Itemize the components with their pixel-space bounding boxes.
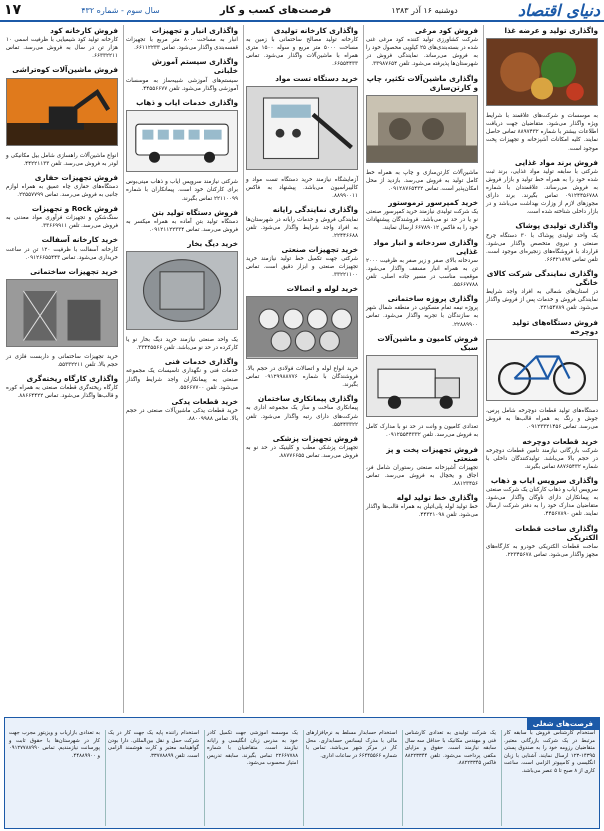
article-title: فروش کامیون و ماشین‌آلات سبک bbox=[377, 333, 478, 352]
article-title: واگذاری نمایندگی رایانه bbox=[272, 205, 358, 215]
article bbox=[6, 26, 118, 60]
article bbox=[366, 74, 478, 194]
article-body: ساخت قطعات الکتریکی خودرو به کارگاه‌های مجهز واگذار می‌شود. تماس ۲۲۳۴۵۶۷۸. bbox=[486, 543, 598, 558]
article-body: انواع ماشین‌آلات راهسازی شامل بیل مکانیکی و لودر به فروش می‌رسد. تلفن ۴۴۲۲۱۱۳۳. bbox=[6, 152, 118, 167]
article-body: شرکت کشاورزی تولید کننده کود مرغی غنی شده در بسته‌بندی‌های ۲۵ کیلویی محصول خود را به فروش می‌رساند. نمایندگی فروش در شهرستان‌ها پذیرفته می‌شود. تلفن ۳۳۹۸۷۶۵۴. bbox=[366, 37, 478, 68]
article bbox=[486, 269, 598, 313]
article bbox=[126, 57, 238, 92]
food-photo bbox=[486, 36, 598, 112]
article-body: سردخانه بالای صفر و زیر صفر به ظرفیت ۲۰۰۰ تن به همراه انبار مسقف واگذار می‌شود. موقعیت مناسب در مسیر جاده اصلی. تلفن ۵۵۶۶۷۷۸۸. bbox=[366, 257, 478, 289]
article-title: فروش Rock و تجهیزات bbox=[31, 204, 118, 214]
column-3 bbox=[243, 25, 360, 713]
article bbox=[486, 437, 598, 471]
article-title: خرید قطعات یدکی bbox=[171, 396, 238, 406]
article-title: فروش کود مرغی bbox=[415, 26, 478, 35]
article-title: واگذاری تولیدی پوشاک bbox=[515, 221, 598, 231]
article-title: خرید لوله و اتصالات bbox=[286, 284, 358, 294]
article bbox=[246, 74, 358, 201]
article-title: خرید دیگ بخار bbox=[187, 239, 238, 249]
classified-column: استخدام حسابدار مسلط به نرم‌افزارهای مالی با مدرک لیسانس حسابداری. محل کار در مرکز شهر می‌باشد. تماس با شماره ۶۶۴۴۵۵۶۶ در ساعات اداری. bbox=[303, 730, 399, 826]
article-title: فروش تجهیزات پخت و پز صنعتی bbox=[386, 444, 478, 463]
article-body: ماشین‌آلات کارتن‌سازی و چاپ به همراه خط کامل تولید به فروش می‌رسد. بازدید از محل امکان‌پذیر است. تماس ۰۹۱۲۸۷۶۵۴۳۲. bbox=[366, 169, 478, 192]
article-title: خرید کمپرسور ترموستور bbox=[388, 198, 478, 208]
article-title: واگذاری سیستم آموزش خلبانی bbox=[151, 57, 238, 76]
article-body: تجهیزات پزشکی مطب و کلینیک در حد نو به فروش می‌رسد. تماس ۸۸۷۷۶۶۵۵. bbox=[246, 444, 358, 459]
article-title: واگذاری سرویس ایاب و ذهاب bbox=[490, 476, 598, 485]
article-title: خرید دستگاه تست مواد bbox=[275, 73, 358, 83]
article-title: خرید تجهیزات ساختمانی bbox=[30, 266, 118, 276]
article bbox=[126, 98, 238, 203]
article bbox=[246, 205, 358, 239]
article bbox=[6, 204, 118, 230]
article-title: واگذاری کارخانه تولیدی bbox=[273, 26, 358, 35]
article bbox=[366, 334, 478, 440]
article-body: انبار به مساحت ۸۰۰ متر مربع با تجهیزات قفسه‌بندی واگذار می‌شود. تماس ۶۶۱۱۲۲۳۳. bbox=[126, 37, 238, 52]
article bbox=[366, 198, 478, 232]
article bbox=[6, 267, 118, 369]
article-body: کارخانه تولید مصالح ساختمانی با زمین به مساحت ۵۰۰۰ متر مربع و سوله ۱۵۰۰ متری همراه با ماشین‌آلات واگذار می‌شود. تماس ۶۶۵۵۴۴۳۳. bbox=[246, 37, 358, 68]
article-body: دستگاه‌های تولید قطعات دوچرخه شامل پرس، جوش و رنگ به همراه قالب‌ها به فروش می‌رسد. تماس ۰۹۱۲۳۳۲۱۴۵۶. bbox=[486, 408, 598, 431]
article bbox=[486, 26, 598, 153]
classifieds-footer bbox=[4, 717, 600, 829]
article-title: واگذاری انبار و تجهیزات bbox=[151, 26, 238, 35]
article-body: پروژه نیمه تمام مسکونی در منطقه شمال شهر به سازندگان با تجربه واگذار می‌شود. تماس ۲۲۸۸۹۹۰۰. bbox=[366, 305, 478, 328]
article-title: واگذاری نمایندگی شرکت کالای خانگی bbox=[486, 268, 598, 288]
classifieds-columns bbox=[7, 730, 597, 826]
article-body: در استان‌های شمالی به افراد واجد شرایط نمایندگی فروش و خدمات پس از فروش واگذار می‌شود. تلفن ۲۲۱۵۴۷۸۹. bbox=[486, 289, 598, 312]
boiler-photo bbox=[126, 249, 238, 336]
article-title: فروش برند مواد غذایی bbox=[515, 157, 598, 167]
article-body: کارخانه آسفالت با ظرفیت ۱۲۰ تن در ساعت خریداری می‌شود. تماس ۰۹۱۲۶۶۵۵۴۴۳. bbox=[6, 246, 118, 261]
article-body: خط تولید لوله پلی‌اتیلن به همراه قالب‌ها واگذار می‌شود. تلفن ۴۴۳۲۱۰۹۸. bbox=[366, 504, 478, 519]
article-title: فروش دستگاه‌های تولید دوچرخه bbox=[512, 317, 598, 336]
article-title: واگذاری خط تولید لوله bbox=[396, 493, 478, 503]
article bbox=[486, 158, 598, 217]
article-title: خرید قطعات دوچرخه bbox=[522, 436, 598, 446]
article bbox=[486, 221, 598, 264]
article-body: دستگاه تولید بتن آماده به همراه میکسر به فروش می‌رسد. تماس ۰۹۱۲۱۱۲۲۳۳۴. bbox=[126, 218, 238, 233]
article-body: تجهیزات آشپزخانه صنعتی رستوران شامل فر، اجاق و یخچال به فروش می‌رسد. تماس ۸۸۱۲۳۴۵۶. bbox=[366, 464, 478, 487]
page-number: ۱۷ bbox=[4, 2, 22, 18]
article-title: واگذاری تولید و عرضه غذا bbox=[504, 26, 598, 35]
article-columns bbox=[4, 25, 600, 713]
article-title: واگذاری ماشین‌آلات تکثیر، چاپ و کارتن‌سازی bbox=[366, 73, 478, 92]
classified-column: به تعدادی بازاریاب و ویزیتور مجرب جهت کار در شهرستان‌ها با حقوق ثابت و پورسانت نیازمندیم. تماس ۰۹۱۲۷۷۸۸۹۹۰ و ۴۴۸۸۹۹۰۰. bbox=[9, 730, 100, 759]
article-body: تعدادی کامیون و وانت در حد نو با مدارک کامل به فروش می‌رسد. تلفن ۰۹۱۲۵۵۴۴۳۳۲. bbox=[366, 424, 478, 439]
article bbox=[366, 294, 478, 328]
article-body: آزمایشگاه نیازمند خرید دستگاه تست مواد و کالیبراسیون می‌باشد. پیشنهاد به فاکس ۸۸۹۹۰۰۱۱. bbox=[246, 177, 358, 200]
issue-date: دوشنبه ۱۶ آذر ۱۳۸۳ bbox=[391, 5, 458, 15]
article-title: واگذاری خدمات ایاب و ذهاب bbox=[136, 97, 238, 107]
article-body: سرویس ایاب و ذهاب کارکنان یک شرکت صنعتی به پیمانکاران دارای ناوگان واگذار می‌شود. متقاضیان مدارک خود را به دفتر شرکت ارسال نمایند. تلفن ۴۴۵۶۷۸۹۰. bbox=[485, 487, 598, 518]
article-body: کارگاه ریخته‌گری قطعات صنعتی به همراه کوره و قالب‌ها واگذار می‌شود. تماس ۸۸۶۶۴۴۲۲. bbox=[6, 385, 118, 400]
article-title: فروش دستگاه تولید بتن bbox=[151, 207, 238, 217]
article-title: فروش کارخانه کود bbox=[50, 26, 118, 35]
article-body: کارخانه تولید کود شیمیایی با ظرفیت اسمی ۱۰ هزار تن در سال به فروش می‌رسد. تماس ۶۶۳۳۲۲۱۱. bbox=[6, 37, 118, 60]
article-body: شرکتی نیازمند سرویس ایاب و ذهاب مینی‌بوس برای کارکنان خود است. پیمانکاران با شماره ۲۲۱۱۰۰۹۹ تماس بگیرند. bbox=[126, 179, 238, 202]
classified-column: یک شرکت تولیدی به تعدادی کارشناس فنی و مهندس مکانیک با حداقل سه سال سابقه نیازمند است. حقوق و مزایای مکفی پرداخت می‌شود. تلفن ۸۸۲۲۳۳۴۴ فاکس ۸۸۲۲۳۳۴۵. bbox=[402, 730, 498, 826]
article-title: فروش تجهیزات پزشکی bbox=[272, 433, 358, 443]
column-5 bbox=[4, 25, 120, 713]
article bbox=[126, 239, 238, 352]
classified-column: استخدام راننده پایه یک جهت کار در یک شرکت حمل و نقل بین‌المللی. دارا بودن گواهینامه معتبر و کارت هوشمند الزامی است. تلفن ۳۳۷۷۸۸۹۹. bbox=[105, 730, 201, 826]
article bbox=[366, 238, 478, 290]
article-title: فروش تجهیزات حفاری bbox=[34, 172, 118, 182]
article bbox=[366, 445, 478, 489]
article-body: خدمات فنی و نگهداری تاسیسات یک مجموعه صنعتی به پیمانکاران واجد شرایط واگذار می‌شود. تلفن ۵۵۶۶۷۷۰۰. bbox=[126, 368, 238, 391]
article-title: واگذاری سردخانه و انبار مواد غذایی bbox=[373, 237, 478, 256]
article bbox=[126, 397, 238, 423]
article bbox=[6, 374, 118, 400]
article-body: خرید تجهیزات ساختمانی و داربست فلزی در حجم بالا. تلفن ۵۵۳۳۲۲۱۱. bbox=[6, 353, 118, 368]
machine-photo bbox=[366, 93, 478, 169]
issue-number: سال سوم - شماره ۴۳۲ bbox=[81, 5, 160, 15]
classifieds-heading: فرصت‌های شغلی bbox=[527, 718, 599, 730]
article-body: شرکتی جهت تکمیل خط تولید نیازمند خرید تجهیزات صنعتی و ابزار دقیق است. تماس ۳۳۲۲۱۱۰۰. bbox=[246, 256, 358, 279]
article bbox=[6, 65, 118, 167]
article-title: خرید کارخانه آسفالت bbox=[41, 235, 118, 245]
masthead bbox=[0, 0, 604, 22]
article bbox=[246, 434, 358, 460]
article bbox=[246, 284, 358, 389]
article-body: به موسسات و شرکت‌های علاقمند با شرایط ویژه واگذار می‌شود. متقاضیان جهت دریافت اطلاعات بیشتر با شماره ۸۸۹۷۴۳۲ تماس حاصل نمایند. کلیه امکانات آشپزخانه و تجهیزات پخت موجود است. bbox=[486, 113, 598, 152]
construction-photo bbox=[6, 277, 118, 353]
article-body: یک واحد تولیدی پوشاک با ۳۰ دستگاه چرخ صنعتی و نیروی متخصص واگذار می‌شود. قرارداد با فروشگاه‌های زنجیره‌ای موجود است. تلفن تماس ۶۶۴۲۱۸۹۷. bbox=[486, 232, 598, 263]
article-body: شرکت بازرگانی نیازمند تامین قطعات دوچرخه در حجم بالا می‌باشد. تولیدکنندگان داخلی با شماره ۸۸۷۶۵۴۳۲ تماس بگیرند. bbox=[486, 447, 598, 470]
article-body: سیستم‌های آموزشی شبیه‌ساز به موسسات آموزشی واگذار می‌شود. تلفن ۴۴۵۵۶۶۷۷. bbox=[126, 77, 238, 92]
article-body: شرکتی با سابقه تولید مواد غذایی، برند ثبت شده خود را به همراه خط تولید و بازار فروش به فروش می‌رساند. علاقمندان با شماره ۰۹۱۲۴۴۵۶۷۸۸ تماس بگیرند. برند دارای مجوزهای لازم از وزارت بهداشت می‌باشد و در بازار داخلی شناخته شده است. bbox=[486, 168, 598, 216]
article-body: یک شرکت تولیدی نیازمند خرید کمپرسور صنعتی نو یا در حد نو می‌باشد. فروشندگان پیشنهادات خود را به فاکس ۶۶۷۸۹۰۱۲ ارسال نمایند. bbox=[366, 209, 478, 232]
article-body: دستگاه‌های حفاری چاه عمیق به همراه لوازم جانبی به فروش می‌رسد. تماس ۲۲۵۵۷۷۹۹. bbox=[6, 183, 118, 198]
article bbox=[246, 26, 358, 69]
article-title: واگذاری پروژه ساختمانی bbox=[387, 294, 478, 304]
article-body: خرید قطعات یدکی ماشین‌آلات صنعتی در حجم بالا. تماس ۸۸۰۰۹۹۸۸. bbox=[126, 407, 238, 423]
article-title: خرید تجهیزات صنعتی bbox=[281, 244, 358, 254]
article bbox=[6, 235, 118, 261]
article bbox=[6, 173, 118, 199]
section-title: فرصت‌های کسب و کار bbox=[219, 4, 332, 16]
article-body: نمایندگی فروش و خدمات رایانه در شهرستان‌ها به افراد واجد شرایط واگذار می‌شود. تلفن ۲۲۴۴۶۶۸۸. bbox=[246, 216, 358, 239]
article-title: واگذاری کارگاه ریخته‌گری bbox=[26, 374, 118, 384]
column-4 bbox=[123, 25, 240, 713]
classified-column: استخدام کارشناس فروش با سابقه کار مرتبط در یک شرکت بازرگانی معتبر. متقاضیان رزومه خود را به صندوق پستی ۱۴۳۹۵-۱۲۳ ارسال نمایند. آشنایی با زبان انگلیسی و کامپیوتر الزامی است. ساعت کاری از ۸ صبح تا ۵ عصر می‌باشد. bbox=[501, 730, 597, 826]
article bbox=[366, 26, 478, 69]
article-body: سنگ‌شکن و تجهیزات فرآوری مواد معدنی به فروش می‌رسد. تلفن ۳۳۶۶۹۹۱۱. bbox=[6, 215, 118, 230]
article bbox=[126, 208, 238, 234]
column-1 bbox=[483, 25, 600, 713]
article bbox=[246, 394, 358, 428]
newspaper-logo: دنیای اقتصاد bbox=[517, 0, 600, 20]
article bbox=[486, 524, 598, 559]
article-title: واگذاری ساخت قطعات الکتریکی bbox=[515, 523, 598, 542]
article bbox=[246, 245, 358, 279]
bike-photo bbox=[486, 337, 598, 408]
truck-photo bbox=[366, 353, 478, 424]
classified-column: یک موسسه آموزشی جهت تکمیل کادر خود به مدرس زبان انگلیسی و رایانه نیازمند است. متقاضیان با شماره ۲۲۶۶۷۷۸۸ تماس بگیرند. سابقه تدریس امتیاز محسوب می‌شود. bbox=[204, 730, 300, 826]
article-title: واگذاری پیمانکاری ساختمان bbox=[258, 394, 358, 404]
article-body: پیمانکاری ساخت و ساز یک مجموعه اداری به شرکت‌های دارای رتبه واگذار می‌شود. تلفن ۵۵۴۴۳۳۲۲. bbox=[246, 405, 358, 428]
article-body: خرید انواع لوله و اتصالات فولادی در حجم بالا. فروشندگان با شماره ۰۹۱۲۹۹۸۸۷۷۶ تماس بگیرند. bbox=[246, 365, 358, 389]
meter-photo bbox=[246, 84, 358, 177]
article-body: یک واحد صنعتی نیازمند خرید دیگ بخار نو یا کارکرده در حد نو می‌باشد. تلفن ۳۳۴۴۵۵۶۶. bbox=[126, 337, 238, 352]
article-title: فروش ماشین‌آلات کوه‌تراشی bbox=[12, 65, 118, 75]
column-2 bbox=[363, 25, 480, 713]
article bbox=[486, 318, 598, 432]
article bbox=[126, 357, 238, 391]
article-title: واگذاری خدمات فنی bbox=[164, 357, 238, 367]
article bbox=[366, 493, 478, 519]
bus-photo bbox=[126, 108, 238, 179]
excavator-photo bbox=[6, 76, 118, 152]
article bbox=[486, 476, 598, 519]
article bbox=[126, 26, 238, 52]
pipes-photo bbox=[246, 294, 358, 365]
